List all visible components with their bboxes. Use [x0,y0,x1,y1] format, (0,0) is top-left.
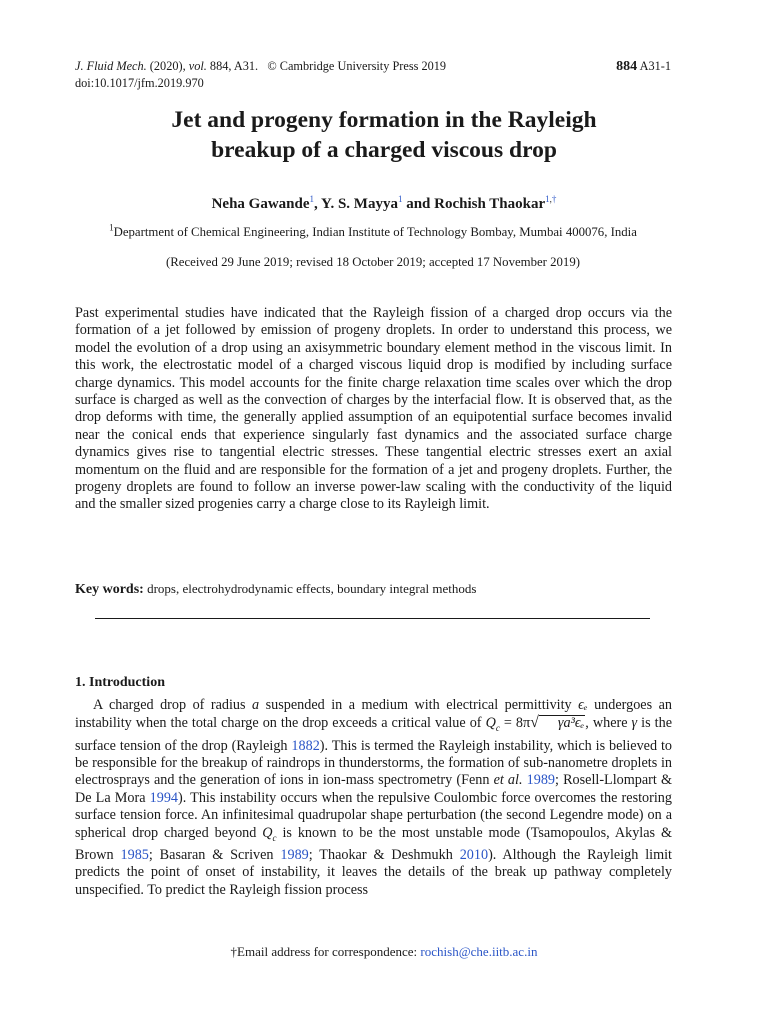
citation-link[interactable]: 1985 [120,846,149,863]
footnote: †Email address for correspondence: rochish@che.iitb.ac.in [230,944,538,959]
citation-link[interactable]: 1882 [291,737,320,754]
author-name: Rochish Thaokar [434,196,546,212]
abstract: Past experimental studies have indicated that the Rayleigh fission of a charged drop occurs via the formation of a jet followed by emission of progeny droplets. In order to understand this process, we model the evolution of a drop using an axisymmetric boundary element method in the viscous limit. In this work, the electrostatic model of a charged viscous liquid drop is modified by including surface charge dynamics. This model accounts for the finite charge relaxation time scales over which the drop surface is charged as well as the convection of charges by the interfacial flow. It is observed that, as the drop deforms with time, the generally applied assumption of an equipotential surface becomes invalid near the conical ends that experience singularly fast dynamics and the associated surface charge dynamics gives rise to tangential electric stresses. These tangential electric stresses exert an axial momentum on the fluid and are responsible for the formation of a jet and progeny droplets. Further, the progeny droplets are found to follow an inverse power-law scaling with the conductivity of the liquid and the smaller sized progenies carry a charge close to its Rayleigh limit. [75,305,672,513]
citation-link[interactable]: 1989 [526,772,556,789]
citation-link[interactable]: 1994 [149,789,179,806]
affiliation: $^1$Department of Chemical Engineering, Indian Institute of Technology Bombay, Mumbai 400076, India [109,222,637,239]
paragraph: A charged drop of radius a suspended in a medium with electrical permittivity ϵₑ undergoes an instability when the total charge on the drop exceeds a critical value of $Q_c = 8\pi√$ γa³ϵₑ, where γ is the surface tension of the drop (Rayleigh 1882). This is termed the Rayleigh instability, which is believed to be responsible for the breakup of raindrops in thunderstorms, the formation of sub-nanometre droplets in electrosprays and the generation of ions in ion-mass spectrometry (Fenn et al. 1989; Rosell-Llompart & De La Mora 1994). This instability occurs when the repulsive Coulombic force overcomes the restoring surface tension force. An infinitesimal quadrupolar shape perturbation (the second Legendre mode) on a spherical drop charged beyond $Q_c$ is known to be the most unstable mode (Tsamopoulos, Akylas & Brown 1985; Basaran & Scriven 1989; Thaokar & Deshmukh 2010). Although the Rayleigh limit predicts the point of onset of instability, it leaves the details of the break up pathway completely unspecified. To predict the Rayleigh fission process [75,697,673,898]
section-heading: 1. Introduction [75,675,165,690]
author-list: Neha Gawande$^1$, Y. S. Mayya$^1$ and Rochish Thaokar$^{1,\dagger}$ [211,194,557,212]
copyright-notice: © Cambridge University Press 2019 [267,59,447,73]
doi: doi:10.1017/jfm.2019.970 [75,76,204,90]
received-dates: (Received 29 June 2019; revised 18 October 2019; accepted 17 November 2019) [166,255,580,269]
page-number: 884 A31-1 [616,59,671,74]
running-header [75,58,671,92]
keywords: Key words: drops, electrohydrodynamic effects, boundary integral methods [75,581,477,597]
email-link[interactable]: rochish@che.iitb.ac.in [420,944,538,959]
journal-citation: J. Fluid Mech. (2020), vol. 884, A31. © Cambridge University Press 2019 [75,59,447,73]
divider [95,618,650,619]
citation-link[interactable]: 2010 [459,846,489,863]
affiliation-link[interactable]: 1 [397,194,403,204]
affiliation-link[interactable]: 1 [545,194,550,204]
introduction-text [75,697,672,899]
author-name: Neha Gawande [211,196,310,212]
author-name: Y. S. Mayya [320,196,398,212]
affiliation-link[interactable]: 1 [309,194,315,204]
citation-link[interactable]: 1989 [280,846,309,863]
paper-title: Jet and progeny formation in the Rayleigh breakup of a charged viscous drop [171,107,597,163]
footnote-link[interactable]: † [551,194,557,204]
